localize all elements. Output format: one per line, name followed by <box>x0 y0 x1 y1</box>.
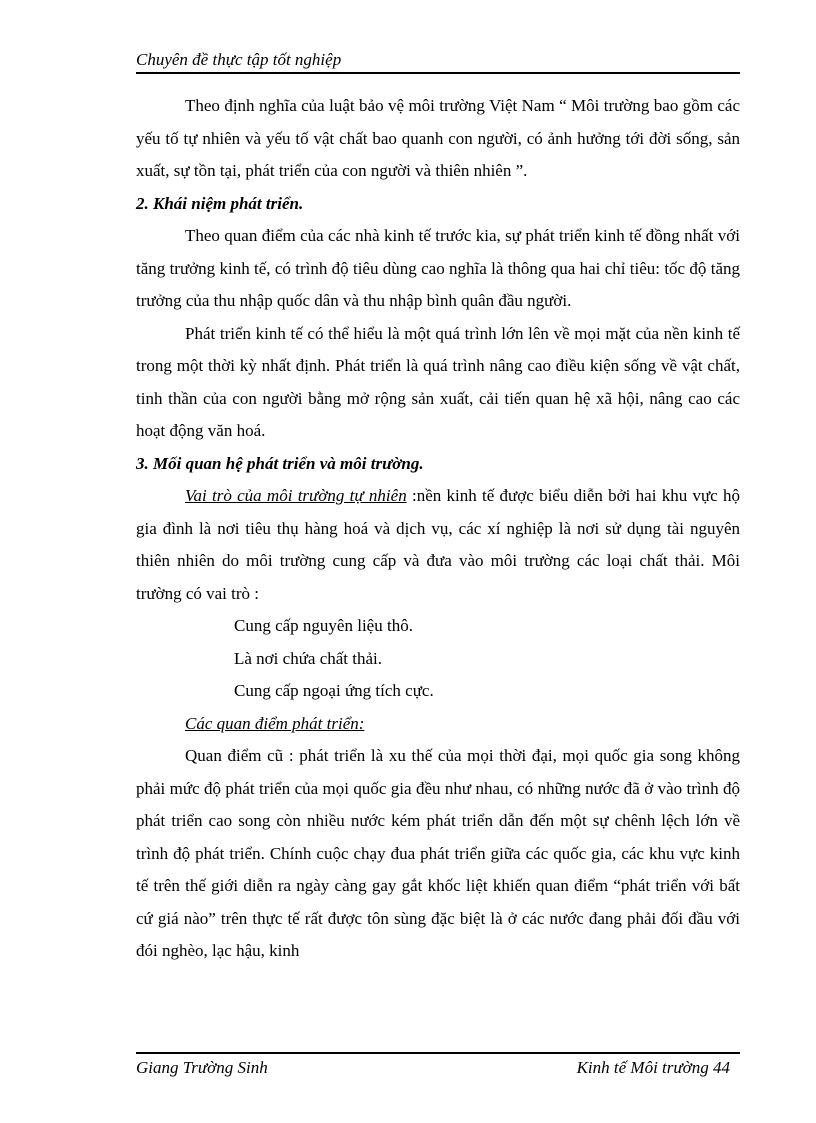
role-item: Là nơi chứa chất thải. <box>234 648 383 668</box>
paragraph-old-economic-view: Theo quan điểm của các nhà kinh tế trước kia, sự phát triển kinh tế đồng nhất với tăng trưởng kinh tế, có trình độ tiêu dùng cao nghĩa là thông qua hai chỉ tiêu: tốc độ tăng trưởng của thu nhập quốc dân và thu nhập bình quân đầu người. <box>136 226 740 310</box>
environment-role-label: Vai trò của môi trường tự nhiên <box>185 486 407 505</box>
role-item: Cung cấp nguyên liệu thô. <box>234 616 413 635</box>
document-body <box>136 90 740 968</box>
development-views-label: Các quan điểm phát triển: <box>185 713 365 733</box>
environment-role-text: :nền kinh tế được biểu diễn bởi hai khu vực hộ gia đình là nơi tiêu thụ hàng hoá và dịch vụ, các xí nghiệp là nơi sử dụng tài nguyên thiên nhiên do môi trường cung cấp và đưa vào môi trường các loại chất thải. Môi trường có vai trò : <box>136 486 740 603</box>
paragraph-environment-role <box>136 480 740 610</box>
paragraph-old-view: Quan điểm cũ : phát triển là xu thế của mọi thời đại, mọi quốc gia song không phải mức độ phát triển của mọi quốc gia đều như nhau, có những nước đã ở vào trình độ phát triển cao song còn nhiều nước kém phát triển dẫn đến một sự chênh lệch lớn về trình độ phát triển. Chính cuộc chạy đua phát triển giữa các quốc gia, các khu vực kinh tế trên thế giới diễn ra ngày càng gay gắt khốc liệt khiến quan điểm “phát triển với bất cứ giá nào” trên thực tế rất được tôn sùng đặc biệt là ở các nước đang phải đối đầu với đói nghèo, lạc hậu, kinh <box>136 746 740 960</box>
page-footer <box>136 1052 740 1084</box>
footer-author: Giang Trường Sinh <box>136 1058 268 1077</box>
section-heading-development-environment: 3. Mối quan hệ phát triển và môi trường. <box>136 453 424 473</box>
section-heading-development-concept: 2. Khái niệm phát triển. <box>136 193 304 213</box>
header-title: Chuyên đề thực tập tốt nghiệp <box>136 50 342 69</box>
paragraph-environment-definition: Theo định nghĩa của luật bảo vệ môi trường Việt Nam “ Môi trường bao gồm các yếu tố tự nhiên và yếu tố vật chất bao quanh con người, có ảnh hưởng tới đời sống, sản xuất, sự tồn tại, phát triển của con người và thiên nhiên ”. <box>136 96 740 180</box>
role-item: Cung cấp ngoại ứng tích cực. <box>234 681 434 700</box>
footer-page-label: Kinh tế Môi trường 44 <box>576 1058 730 1077</box>
paragraph-economic-development: Phát triển kinh tế có thể hiểu là một quá trình lớn lên về mọi mặt của nền kinh tế trong một thời kỳ nhất định. Phát triển là quá trình nâng cao điều kiện sống về vật chất, tinh thần của con người bằng mở rộng sản xuất, cải tiến quan hệ xã hội, nâng cao các hoạt động văn hoá. <box>136 323 740 440</box>
page-header <box>136 48 740 74</box>
